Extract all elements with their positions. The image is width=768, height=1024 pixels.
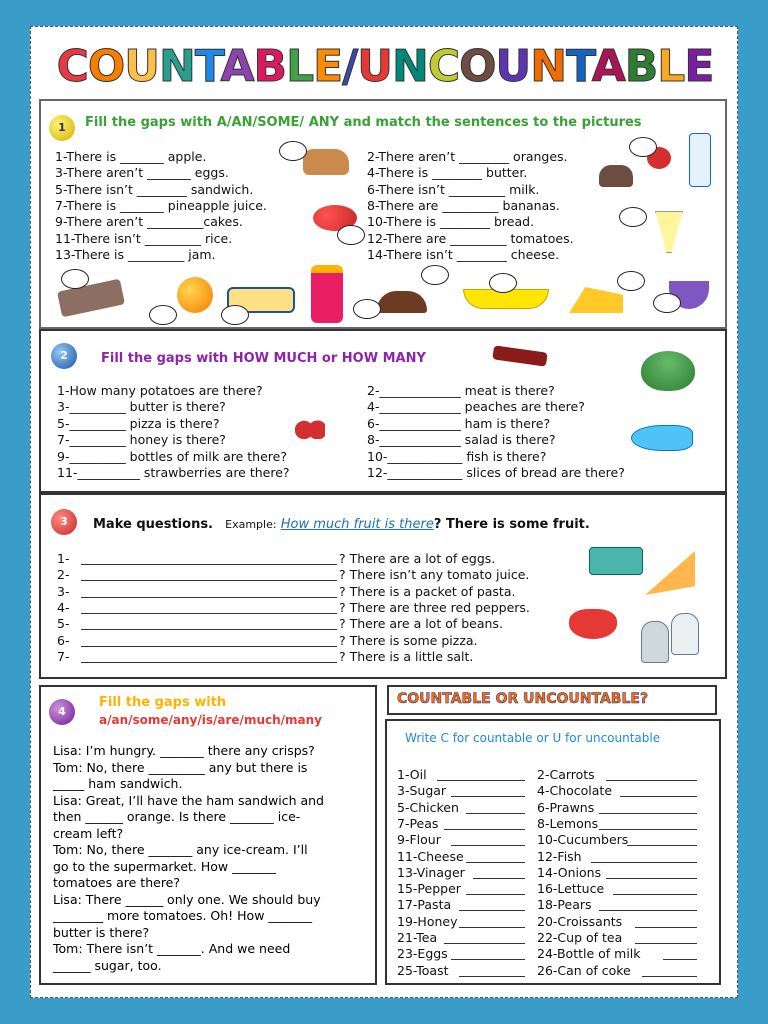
answer-circle[interactable]: [353, 299, 381, 319]
title-letter: E: [313, 41, 343, 92]
number-badge-2: 2: [51, 343, 77, 369]
title-letter: /: [342, 41, 358, 92]
sentence: 2-There aren’t ________ oranges.: [367, 149, 568, 164]
answer-blank[interactable]: [451, 845, 525, 846]
answer-circle[interactable]: [629, 137, 657, 157]
salad-bowl-icon: [641, 351, 695, 391]
dialogue-line: tomatoes are there?: [53, 875, 181, 890]
answer-circle[interactable]: [337, 225, 365, 245]
answer-circle[interactable]: [221, 305, 249, 325]
sentence: 11-There isn’t _________ rice.: [55, 230, 233, 246]
answer-circle[interactable]: [279, 141, 307, 161]
title-letter: N: [159, 41, 195, 92]
word-item: 9-Flour: [397, 832, 441, 848]
title-letter: N: [530, 41, 567, 92]
answer-blank[interactable]: [459, 910, 525, 911]
answer-blank[interactable]: [635, 943, 697, 944]
answer-sentence: ? There are a lot of eggs.: [339, 551, 496, 566]
cake-icon: [377, 291, 427, 313]
answer-blank[interactable]: [459, 927, 525, 928]
title-letter: B: [253, 41, 287, 92]
word-item: 11-Cheese: [397, 848, 464, 864]
dialogue-text: [53, 743, 324, 974]
title-letter: U: [357, 41, 392, 92]
section-5: [385, 685, 725, 987]
word-item: 14-Onions: [537, 864, 602, 880]
sentence: 6-There isn’t _________ milk.: [367, 181, 540, 197]
line-number: 2-: [57, 567, 70, 583]
question: 7-_________ honey is there?: [57, 432, 226, 448]
dialogue-line: Lisa: There ______ only one. We should buy: [53, 891, 321, 907]
answer-blank[interactable]: [466, 894, 525, 895]
answer-circle[interactable]: [149, 305, 177, 325]
title-letter: N: [391, 41, 428, 92]
sentence: 4-There is ________ butter.: [367, 165, 528, 181]
line-number: 7-: [57, 648, 70, 664]
answer-blank[interactable]: [599, 829, 697, 830]
section-5-instruction: Write C for countable or U for uncountable: [405, 731, 661, 745]
word-item: 3-Sugar: [397, 783, 447, 799]
dialogue-line: ________ more tomatoes. Oh! How _______: [53, 908, 313, 923]
line-number: 6-: [57, 632, 70, 648]
sentence: 14-There isn’t ________ cheese.: [367, 246, 560, 262]
line-number: 3-: [57, 583, 70, 599]
answer-line[interactable]: [81, 662, 337, 663]
worksheet: [30, 26, 738, 998]
word-item: 4-Chocolate: [537, 783, 613, 799]
word-item: 26-Can of coke: [537, 962, 631, 978]
red-pepper-icon: [569, 609, 617, 639]
question: 12-____________ slices of bread are there?: [367, 465, 625, 480]
answer-sentence: ? There is some pizza.: [339, 632, 478, 648]
word-item: 20-Croissants: [537, 913, 623, 929]
question: 3-_________ butter is there?: [57, 399, 226, 415]
dialogue-line: butter is there?: [53, 924, 150, 940]
title-letter: T: [566, 41, 592, 92]
question: 4-_____________ peaches are there?: [367, 399, 585, 415]
word-item: 19-Honey: [397, 913, 458, 929]
section-4-heading: Fill the gaps with: [99, 695, 227, 710]
dialogue-line: go to the supermarket. How _______: [53, 858, 276, 874]
answer-blank[interactable]: [627, 845, 697, 846]
dialogue-line: then ______ orange. Is there _______ ice-: [53, 809, 301, 824]
example-question: How much fruit is there: [280, 517, 434, 532]
answer-blank[interactable]: [451, 959, 525, 960]
title-letter: U: [124, 41, 160, 92]
page-title: [31, 37, 739, 97]
question: 5-_________ pizza is there?: [57, 415, 220, 431]
section-4-word-list: a/an/some/any/is/are/much/many: [99, 713, 322, 727]
example-answer: ? There is some fruit.: [433, 517, 590, 532]
bread-icon: [303, 149, 349, 175]
title-letter: B: [624, 41, 658, 92]
fish-icon: [631, 425, 693, 451]
word-item: 7-Peas: [397, 815, 439, 831]
cheese-icon: [569, 287, 623, 313]
answer-blank[interactable]: [606, 878, 697, 879]
answer-circle[interactable]: [617, 271, 645, 291]
word-item: 8-Lemons: [537, 815, 599, 831]
dialogue-line: ______ sugar, too.: [53, 957, 162, 973]
dialogue-line: cream left?: [53, 825, 124, 841]
section-4: [39, 685, 377, 985]
question: 9-_________ bottles of milk are there?: [57, 448, 287, 464]
line-number: 1-: [57, 551, 70, 566]
word-item: 13-Vinager: [397, 864, 465, 880]
word-item: 10-Cucumbers: [537, 832, 629, 848]
title-letter: A: [220, 41, 254, 92]
title-letter: C: [56, 41, 88, 92]
title-letter: T: [194, 41, 221, 92]
answer-circle[interactable]: [619, 207, 647, 227]
sentence: 13-There is _________ jam.: [55, 246, 216, 262]
word-item: 25-Toast: [397, 962, 449, 978]
question: 10-____________ fish is there?: [367, 448, 547, 464]
orange-icon: [177, 277, 213, 313]
answer-blank[interactable]: [473, 878, 525, 879]
sentence: 8-There are _________ bananas.: [367, 197, 560, 213]
word-item: 2-Carrots: [537, 767, 595, 782]
answer-line[interactable]: [81, 629, 337, 630]
milk-bottle-icon: [689, 133, 711, 187]
pepper-shaker-icon: [671, 613, 699, 655]
answer-blank[interactable]: [620, 796, 697, 797]
word-item: 21-Tea: [397, 930, 438, 945]
title-letter: U: [495, 41, 531, 92]
question: 1-How many potatoes are there?: [57, 383, 263, 398]
egg-carton-icon: [589, 547, 643, 575]
answer-line[interactable]: [81, 564, 337, 565]
answer-line[interactable]: [81, 646, 337, 647]
question: 8-_____________ salad is there?: [367, 432, 556, 448]
answer-line[interactable]: [81, 613, 337, 614]
answer-blank[interactable]: [444, 829, 525, 830]
answer-circle[interactable]: [489, 273, 517, 293]
answer-blank[interactable]: [635, 927, 697, 928]
answer-circle[interactable]: [61, 269, 89, 289]
example-label: Example:: [225, 518, 277, 531]
answer-blank[interactable]: [613, 894, 697, 895]
answer-circle[interactable]: [421, 265, 449, 285]
meat-icon: [492, 345, 547, 366]
sentence: 10-There is ________ bread.: [367, 214, 535, 230]
pizza-slice-icon: [645, 551, 695, 595]
sentence: 1-There is _______ apple.: [55, 149, 207, 164]
title-letter: C: [427, 41, 460, 92]
dialogue-line: Lisa: Great, I’ll have the ham sandwich and: [53, 792, 324, 808]
answer-blank[interactable]: [642, 976, 697, 977]
word-item: 23-Eggs: [397, 946, 448, 962]
title-letter: A: [591, 41, 625, 92]
title-letter: O: [459, 41, 496, 92]
answer-blank[interactable]: [459, 976, 525, 977]
line-number: 4-: [57, 599, 70, 615]
answer-line[interactable]: [81, 597, 337, 598]
sentence: 5-There isn’t ________ sandwich.: [55, 181, 254, 197]
answer-sentence: ? There is a little salt.: [339, 648, 474, 664]
word-item: 15-Pepper: [397, 881, 461, 897]
word-item: 5-Chicken: [397, 799, 459, 815]
salt-shaker-icon: [641, 621, 669, 663]
answer-sentence: ? There is a packet of pasta.: [339, 583, 516, 599]
word-item: 17-Pasta: [397, 897, 452, 913]
answer-blank[interactable]: [606, 780, 697, 781]
answer-blank[interactable]: [663, 959, 697, 960]
question: 2-_____________ meat is there?: [367, 383, 555, 398]
word-item: 16-Lettuce: [537, 881, 605, 897]
sandwich-icon: [599, 165, 633, 187]
number-badge-1: 1: [49, 115, 75, 141]
dialogue-line: _____ ham sandwich.: [53, 776, 183, 791]
section-3-heading-row: [93, 517, 590, 532]
dialogue-line: Tom: There isn’t _______. And we need: [53, 941, 291, 956]
number-badge-3: 3: [51, 509, 77, 535]
section-3-heading: Make questions.: [93, 517, 213, 532]
question: 11-__________ strawberries are there?: [57, 465, 290, 480]
juice-glass-icon: [655, 211, 683, 253]
word-item: 22-Cup of tea: [537, 930, 623, 945]
cherries-icon: [295, 409, 325, 439]
section-1-heading: Fill the gaps with A/AN/SOME/ ANY and match the sentences to the pictures: [85, 115, 642, 130]
sentence: 7-There is _______ pineapple juice.: [55, 197, 267, 213]
title-letter: L: [286, 41, 314, 92]
word-item: 24-Bottle of milk: [537, 946, 641, 962]
jam-jar-icon: [311, 265, 343, 323]
answer-blank[interactable]: [451, 796, 525, 797]
section-2: [39, 329, 727, 493]
title-letter: E: [684, 41, 714, 92]
word-item: 1-Oil: [397, 767, 427, 782]
answer-blank[interactable]: [466, 813, 525, 814]
title-letter: L: [657, 41, 685, 92]
dialogue-line: Lisa: I’m hungry. _______ there any crisps?: [53, 743, 315, 758]
answer-sentence: ? There isn’t any tomato juice.: [339, 567, 530, 583]
answer-blank[interactable]: [599, 910, 697, 911]
sentence: 9-There aren’t _________cakes.: [55, 214, 243, 230]
question: 6-_____________ ham is there?: [367, 415, 551, 431]
dialogue-line: Tom: No, there _________ any but there is: [53, 759, 308, 775]
answer-blank[interactable]: [437, 780, 525, 781]
section-5-heading: COUNTABLE OR UNCOUNTABLE?: [397, 691, 649, 707]
number-badge-4: 4: [49, 699, 75, 725]
title-letter: O: [87, 41, 125, 92]
word-item: 6-Prawns: [537, 799, 595, 815]
answer-sentence: ? There are a lot of beans.: [339, 616, 503, 632]
answer-circle[interactable]: [653, 293, 681, 313]
answer-blank[interactable]: [591, 862, 697, 863]
line-number: 5-: [57, 616, 70, 632]
answer-blank[interactable]: [444, 943, 525, 944]
sentence: 3-There aren’t _______ eggs.: [55, 165, 229, 181]
word-item: 18-Pears: [537, 897, 592, 913]
section-1: [39, 99, 727, 329]
dialogue-line: Tom: No, there _______ any ice-cream. I’ll: [53, 842, 308, 857]
word-item: 12-Fish: [537, 848, 582, 864]
sentence: 12-There are _________ tomatoes.: [367, 230, 574, 246]
answer-blank[interactable]: [599, 813, 697, 814]
answer-blank[interactable]: [466, 862, 525, 863]
answer-sentence: ? There are three red peppers.: [339, 599, 530, 615]
answer-line[interactable]: [81, 580, 337, 581]
section-3: [39, 493, 727, 679]
section-2-heading: Fill the gaps with HOW MUCH or HOW MANY: [101, 351, 426, 366]
